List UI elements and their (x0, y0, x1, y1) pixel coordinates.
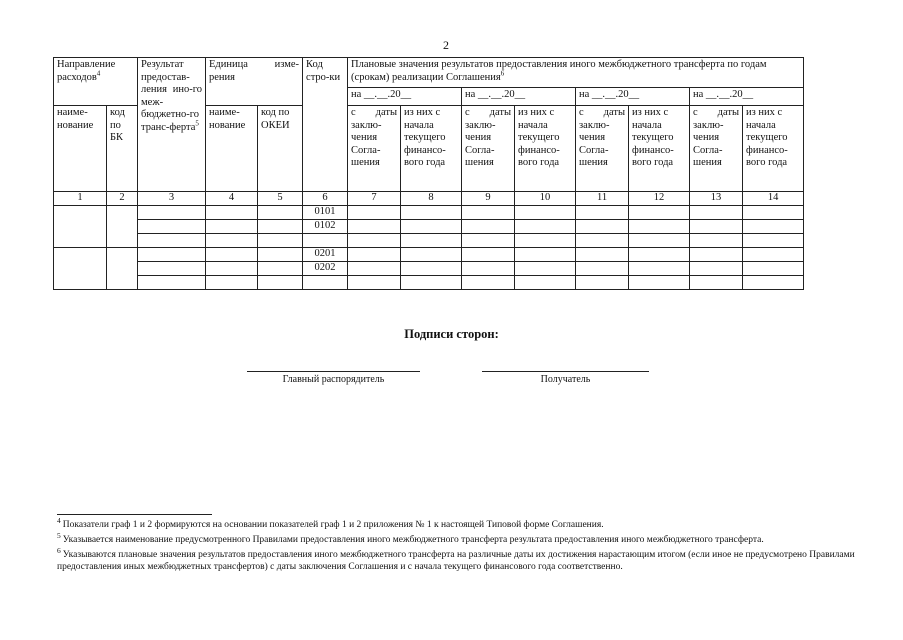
subheader-from-year-1: из них с начала текущего финансо-вого года (401, 106, 462, 192)
value-cell[interactable] (462, 261, 515, 275)
value-cell[interactable] (348, 219, 401, 233)
value-cell[interactable] (462, 247, 515, 261)
footnote-4 (57, 515, 877, 531)
value-cell[interactable] (462, 219, 515, 233)
value-cell[interactable] (462, 233, 515, 247)
value-cell[interactable] (690, 261, 743, 275)
footnote-5 (57, 530, 877, 546)
value-cell[interactable] (401, 261, 462, 275)
unit-name-cell[interactable] (206, 261, 258, 275)
value-cell[interactable] (690, 219, 743, 233)
value-cell[interactable] (576, 247, 629, 261)
footnote-marker: 6 (57, 545, 61, 555)
direction-bk-cell[interactable] (107, 205, 138, 247)
value-cell[interactable] (515, 275, 576, 289)
okei-cell[interactable] (258, 219, 303, 233)
direction-bk-cell[interactable] (107, 247, 138, 289)
recipient-signature-line[interactable] (482, 371, 649, 372)
table-row (54, 219, 804, 233)
footnote-divider (57, 514, 212, 515)
subheader-from-agreement-3: с даты заклю-чения Согла-шения (576, 106, 629, 192)
date-header-1: на __.__.20__ (348, 88, 462, 106)
row-code (303, 233, 348, 247)
footnote-marker: 5 (57, 530, 61, 540)
value-cell[interactable] (576, 275, 629, 289)
subheader-name: наиме-нование (54, 106, 107, 192)
subheader-from-agreement-2: с даты заклю-чения Согла-шения (462, 106, 515, 192)
value-cell[interactable] (743, 261, 804, 275)
value-cell[interactable] (629, 219, 690, 233)
value-cell[interactable] (462, 205, 515, 219)
value-cell[interactable] (348, 205, 401, 219)
okei-cell[interactable] (258, 233, 303, 247)
footnote-6 (57, 545, 877, 573)
value-cell[interactable] (515, 219, 576, 233)
value-cell[interactable] (401, 275, 462, 289)
column-number: 9 (462, 192, 515, 206)
header-unit: Единица изме-рения (206, 58, 303, 106)
unit-name-cell[interactable] (206, 275, 258, 289)
subheader-from-agreement-4: с даты заклю-чения Согла-шения (690, 106, 743, 192)
column-number: 10 (515, 192, 576, 206)
value-cell[interactable] (629, 233, 690, 247)
result-cell[interactable] (138, 233, 206, 247)
direction-name-cell[interactable] (54, 247, 107, 289)
value-cell[interactable] (515, 205, 576, 219)
result-cell[interactable] (138, 219, 206, 233)
table-row (54, 247, 804, 261)
unit-name-cell[interactable] (206, 219, 258, 233)
value-cell[interactable] (690, 233, 743, 247)
value-cell[interactable] (401, 219, 462, 233)
unit-name-cell[interactable] (206, 205, 258, 219)
value-cell[interactable] (515, 233, 576, 247)
column-number-row (54, 192, 804, 206)
row-code: 0202 (303, 261, 348, 275)
value-cell[interactable] (743, 205, 804, 219)
value-cell[interactable] (515, 261, 576, 275)
row-code: 0201 (303, 247, 348, 261)
value-cell[interactable] (629, 275, 690, 289)
header-planned-values: Плановые значения результатов предоставления иного межбюджетного трансферта по годам (срокам) реализации Соглашения$^6$ (348, 58, 804, 88)
value-cell[interactable] (743, 233, 804, 247)
subheader-bk-code: код по БК (107, 106, 138, 192)
value-cell[interactable] (576, 219, 629, 233)
value-cell[interactable] (348, 247, 401, 261)
direction-name-cell[interactable] (54, 205, 107, 247)
okei-cell[interactable] (258, 247, 303, 261)
table-row (54, 233, 804, 247)
footnote-text: Указывается наименование предусмотренного Правилами предоставления иного межбюджетного трансферта результата предоставления иного межбюджетного трансферта. (62, 535, 764, 545)
value-cell[interactable] (348, 233, 401, 247)
table-row (54, 275, 804, 289)
value-cell[interactable] (576, 233, 629, 247)
value-cell[interactable] (401, 205, 462, 219)
column-number: 13 (690, 192, 743, 206)
value-cell[interactable] (690, 247, 743, 261)
row-code: 0101 (303, 205, 348, 219)
result-cell[interactable] (138, 247, 206, 261)
column-number: 4 (206, 192, 258, 206)
result-cell[interactable] (138, 205, 206, 219)
value-cell[interactable] (629, 247, 690, 261)
header-result: Результат предостав-ления ино-го меж-бюджетно-го транс-ферта$^5$ (138, 58, 206, 192)
value-cell[interactable] (462, 275, 515, 289)
value-cell[interactable] (401, 233, 462, 247)
subheader-from-year-4: из них с начала текущего финансо-вого года (743, 106, 804, 192)
column-number: 1 (54, 192, 107, 206)
column-number: 6 (303, 192, 348, 206)
date-header-2: на __.__.20__ (462, 88, 576, 106)
page-number: 2 (443, 38, 449, 52)
subheader-from-year-3: из них с начала текущего финансо-вого года (629, 106, 690, 192)
column-number: 12 (629, 192, 690, 206)
column-number: 5 (258, 192, 303, 206)
value-cell[interactable] (348, 275, 401, 289)
value-cell[interactable] (743, 247, 804, 261)
okei-cell[interactable] (258, 275, 303, 289)
table-row (54, 205, 804, 219)
column-number: 14 (743, 192, 804, 206)
column-number: 11 (576, 192, 629, 206)
footnote-text: Показатели граф 1 и 2 формируются на основании показателей граф 1 и 2 приложения № 1 к настоящей Типовой форме Соглашения. (62, 520, 604, 530)
result-cell[interactable] (138, 261, 206, 275)
value-cell[interactable] (576, 261, 629, 275)
column-number: 7 (348, 192, 401, 206)
value-cell[interactable] (629, 205, 690, 219)
column-number: 2 (107, 192, 138, 206)
value-cell[interactable] (348, 261, 401, 275)
table-row (54, 261, 804, 275)
okei-cell[interactable] (258, 205, 303, 219)
date-header-4: на __.__.20__ (690, 88, 804, 106)
result-cell[interactable] (138, 275, 206, 289)
row-code: 0102 (303, 219, 348, 233)
value-cell[interactable] (629, 261, 690, 275)
value-cell[interactable] (690, 205, 743, 219)
value-cell[interactable] (743, 275, 804, 289)
header-row-code: Код стро-ки (303, 58, 348, 192)
chief-administrator-signature-line[interactable] (247, 371, 420, 372)
subheader-okei-code: код по ОКЕИ (258, 106, 303, 192)
subheader-unit-name: наиме-нование (206, 106, 258, 192)
unit-name-cell[interactable] (206, 247, 258, 261)
header-direction: Направление расходов$^4$ (54, 58, 138, 106)
okei-cell[interactable] (258, 261, 303, 275)
row-code (303, 275, 348, 289)
column-number: 3 (138, 192, 206, 206)
recipient-label: Получатель (540, 374, 591, 385)
subheader-from-agreement-1: с даты заклю-чения Согла-шения (348, 106, 401, 192)
date-header-3: на __.__.20__ (576, 88, 690, 106)
value-cell[interactable] (401, 247, 462, 261)
unit-name-cell[interactable] (206, 233, 258, 247)
signatures-title: Подписи сторон: (404, 327, 499, 341)
value-cell[interactable] (576, 205, 629, 219)
planned-results-table (53, 57, 804, 290)
subheader-from-year-2: из них с начала текущего финансо-вого года (515, 106, 576, 192)
value-cell[interactable] (515, 247, 576, 261)
column-number: 8 (401, 192, 462, 206)
chief-administrator-label: Главный распорядитель (282, 374, 385, 385)
value-cell[interactable] (690, 275, 743, 289)
footnote-marker: 4 (57, 515, 61, 525)
value-cell[interactable] (743, 219, 804, 233)
footnote-text: Указываются плановые значения результатов предоставления иного межбюджетного трансферта на различные даты их достижения нарастающим итогом (если иное не предусмотрено Правилами предоставления иных межбюджетных трансфертов) с даты заключения Соглашения и с начала текущего финансового года соответственно. (57, 550, 855, 572)
